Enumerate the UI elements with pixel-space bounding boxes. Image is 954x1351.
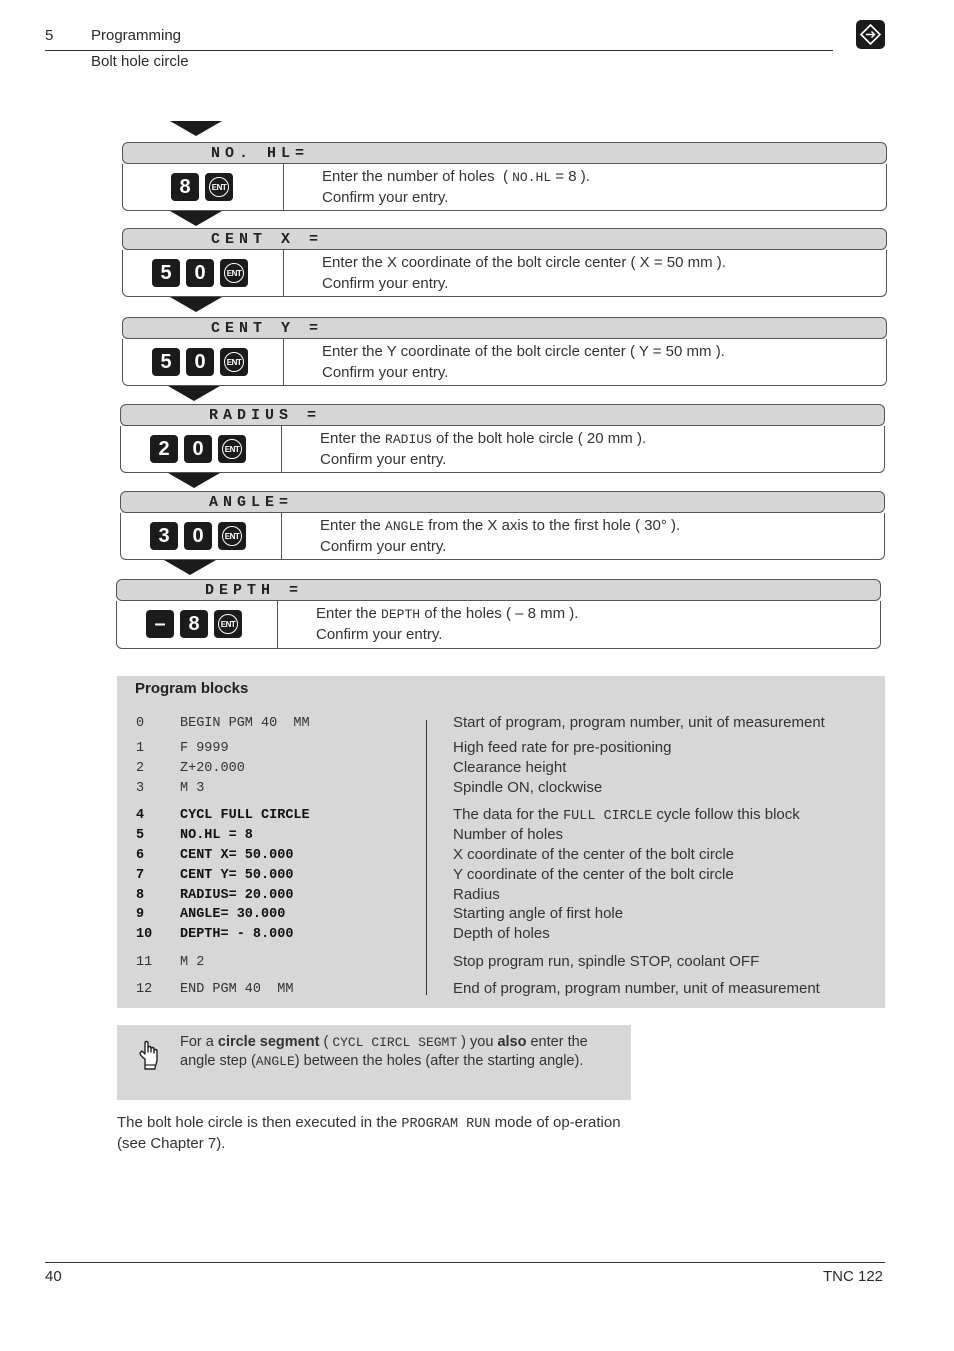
desc-line1-pre: Enter the	[316, 605, 382, 622]
numeric-key: 8	[171, 173, 199, 201]
block-desc-pre: Number of holes	[453, 826, 564, 843]
flow-arrow-icon	[168, 473, 220, 488]
after-t3: mode of op-eration (see Chapter 7).	[117, 1114, 621, 1152]
flow-arrow-icon	[170, 211, 222, 226]
desc-line1-post: = 8 ).	[551, 168, 590, 185]
closing-paragraph	[117, 1113, 637, 1153]
numeric-key: 8	[180, 610, 208, 638]
block-number: 10	[136, 927, 153, 942]
model-name: TNC 122	[823, 1268, 884, 1285]
block-description	[453, 779, 602, 797]
numeric-key: 5	[152, 259, 180, 287]
dialog-prompt-text: RADIUS =	[209, 407, 322, 424]
numeric-key: 0	[184, 522, 212, 550]
step-description-line2: Confirm your entry.	[316, 626, 443, 643]
desc-line1-post: of the bolt hole circle ( 20 mm ).	[431, 430, 647, 447]
block-code: Z+20.000	[180, 761, 245, 776]
dialog-prompt	[120, 491, 885, 513]
step-description-line2: Confirm your entry.	[320, 451, 447, 468]
block-desc-pre: Depth of holes	[453, 925, 550, 942]
block-description	[453, 886, 500, 904]
ent-key-label: ENT	[222, 439, 242, 459]
key-sequence	[150, 435, 246, 463]
block-desc-pre: Start of program, program number, unit of measurement	[453, 714, 825, 731]
dialog-prompt-text: NO. HL=	[211, 145, 310, 162]
desc-line1-pre: Enter the Y coordinate of the bolt circle center ( Y = 50 mm ).	[322, 343, 725, 360]
step-description	[322, 167, 590, 208]
note-t4: CYCL CIRCL SEGMT	[332, 1035, 458, 1050]
block-code: CENT Y= 50.000	[180, 868, 294, 883]
key-sequence	[146, 610, 242, 638]
dialog-step-body	[122, 250, 887, 297]
note-t5: ) you	[457, 1034, 498, 1050]
after-t2: PROGRAM RUN	[401, 1117, 491, 1132]
step-description-line1	[316, 604, 578, 625]
numeric-key: 2	[150, 435, 178, 463]
block-number: 7	[136, 868, 145, 883]
block-description	[453, 846, 734, 864]
step-divider	[283, 164, 284, 210]
dialog-step-body	[122, 339, 887, 386]
ent-key-label: ENT	[224, 263, 244, 283]
after-t1: The bolt hole circle is then executed in the	[117, 1114, 402, 1131]
ent-key-icon	[218, 522, 246, 550]
ent-key-label: ENT	[218, 614, 238, 634]
program-blocks-panel	[117, 676, 885, 1008]
block-code: RADIUS= 20.000	[180, 888, 294, 903]
ent-key-icon	[220, 259, 248, 287]
step-description	[322, 342, 725, 383]
step-description-line2: Confirm your entry.	[322, 364, 449, 381]
flow-arrow-icon	[164, 560, 216, 575]
section-title: Bolt hole circle	[91, 53, 189, 70]
dialog-prompt	[116, 579, 881, 601]
dialog-prompt	[120, 404, 885, 426]
ent-key-icon	[205, 173, 233, 201]
block-code: NO.HL = 8	[180, 828, 253, 843]
dialog-prompt	[122, 142, 887, 164]
block-desc-pre: High feed rate for pre-positioning	[453, 739, 672, 756]
block-number: 2	[136, 761, 145, 776]
key-sequence	[152, 348, 248, 376]
dialog-step-body	[116, 601, 881, 649]
block-desc-pre: Starting angle of first hole	[453, 905, 624, 922]
step-description-line1	[320, 429, 646, 450]
step-description	[322, 253, 726, 294]
block-description	[453, 806, 800, 824]
numeric-key: 3	[150, 522, 178, 550]
block-number: 8	[136, 888, 145, 903]
note-t9: ) between the holes (after the starting angle).	[294, 1053, 584, 1069]
step-description-line1	[322, 167, 590, 188]
note-text	[180, 1033, 620, 1071]
dialog-prompt-text: CENT Y =	[211, 320, 324, 337]
ent-key-label: ENT	[224, 352, 244, 372]
desc-line1-mono: DEPTH	[381, 607, 421, 622]
numeric-key: 0	[186, 348, 214, 376]
step-description	[320, 516, 680, 557]
desc-line1-pre: Enter the X coordinate of the bolt circle center ( X = 50 mm ).	[322, 254, 726, 271]
note-t1: For a	[180, 1034, 218, 1050]
desc-line1-mono: RADIUS	[385, 432, 432, 447]
dialog-step-body	[122, 164, 887, 211]
block-desc-pre: End of program, program number, unit of measurement	[453, 980, 820, 997]
note-t8: ANGLE	[255, 1054, 295, 1069]
block-code: M 2	[180, 955, 205, 970]
block-code: M 3	[180, 781, 205, 796]
desc-line1-pre: Enter the	[320, 517, 386, 534]
footer-rule	[45, 1262, 885, 1263]
block-number: 6	[136, 848, 145, 863]
block-description	[453, 759, 566, 777]
dialog-prompt-text: CENT X =	[211, 231, 324, 248]
block-number: 1	[136, 741, 145, 756]
step-divider	[283, 250, 284, 296]
step-description-line2: Confirm your entry.	[322, 275, 449, 292]
block-number: 9	[136, 907, 145, 922]
block-code: BEGIN PGM 40 MM	[180, 716, 310, 731]
ent-key-icon	[214, 610, 242, 638]
block-desc-post: cycle follow this block	[652, 806, 800, 823]
programming-mode-icon	[856, 20, 885, 49]
block-description	[453, 905, 623, 923]
ent-key-label: ENT	[222, 526, 242, 546]
chapter-number: 5	[45, 27, 54, 44]
ent-key-icon	[220, 348, 248, 376]
block-number: 4	[136, 808, 145, 823]
note-t2: circle segment	[217, 1034, 320, 1050]
dialog-step-body	[120, 426, 885, 473]
block-code: CYCL FULL CIRCLE	[180, 808, 310, 823]
dialog-prompt	[122, 317, 887, 339]
column-divider	[426, 720, 427, 995]
step-description-line1	[320, 516, 680, 537]
block-number: 11	[136, 955, 153, 970]
numeric-key: 0	[184, 435, 212, 463]
numeric-key: 0	[186, 259, 214, 287]
chapter-title: Programming	[91, 27, 182, 44]
step-divider	[277, 601, 278, 648]
step-description-line1	[322, 342, 725, 363]
note-t7: enter the angle step (	[180, 1034, 588, 1069]
block-description	[453, 980, 820, 998]
note-t3: (	[319, 1034, 333, 1050]
block-desc-pre: Radius	[453, 886, 500, 903]
block-desc-pre: Stop program run, spindle STOP, coolant OFF	[453, 953, 760, 970]
key-sequence	[171, 173, 233, 201]
block-code: F 9999	[180, 741, 229, 756]
dialog-prompt-text: ANGLE=	[209, 494, 294, 511]
block-desc-pre: Clearance height	[453, 759, 567, 776]
step-divider	[283, 339, 284, 385]
block-code: ANGLE= 30.000	[180, 907, 286, 922]
block-desc-pre: Spindle ON, clockwise	[453, 779, 603, 796]
block-desc-pre: Y coordinate of the center of the bolt circle	[453, 866, 734, 883]
numeric-key: 5	[152, 348, 180, 376]
block-number: 12	[136, 982, 153, 997]
desc-line1-pre: Enter the	[320, 430, 386, 447]
desc-line1-post: from the X axis to the first hole ( 30° ).	[424, 517, 681, 534]
block-description	[453, 925, 550, 943]
block-code: CENT X= 50.000	[180, 848, 294, 863]
key-sequence	[152, 259, 248, 287]
header-rule	[45, 50, 833, 51]
block-desc-pre: The data for the	[453, 806, 564, 823]
numeric-key: –	[146, 610, 174, 638]
block-description	[453, 953, 759, 971]
page-number: 40	[45, 1268, 62, 1285]
desc-line1-pre: Enter the number of holes (	[322, 168, 513, 185]
step-description	[316, 604, 578, 645]
step-description-line2: Confirm your entry.	[320, 538, 447, 555]
note-t6: also	[497, 1034, 527, 1050]
block-code: END PGM 40 MM	[180, 982, 294, 997]
flow-arrow-icon	[170, 121, 222, 136]
flow-arrow-icon	[170, 297, 222, 312]
dialog-prompt	[122, 228, 887, 250]
step-description-line1	[322, 253, 726, 274]
desc-line1-mono: NO.HL	[512, 170, 552, 185]
program-blocks-title: Program blocks	[135, 680, 249, 697]
block-desc-mono: FULL CIRCLE	[563, 809, 653, 824]
note-box	[117, 1025, 631, 1100]
block-description	[453, 714, 825, 732]
key-sequence	[150, 522, 246, 550]
flow-arrow-icon	[168, 386, 220, 401]
dialog-step-body	[120, 513, 885, 560]
step-description-line2: Confirm your entry.	[322, 189, 449, 206]
block-description	[453, 826, 563, 844]
block-desc-pre: X coordinate of the center of the bolt circle	[453, 846, 734, 863]
step-description	[320, 429, 646, 470]
step-divider	[281, 513, 282, 559]
pointing-hand-icon	[137, 1039, 163, 1076]
ent-key-icon	[218, 435, 246, 463]
desc-line1-mono: ANGLE	[385, 519, 425, 534]
block-description	[453, 739, 671, 757]
block-number: 5	[136, 828, 145, 843]
ent-key-label: ENT	[209, 177, 229, 197]
block-number: 3	[136, 781, 145, 796]
desc-line1-post: of the holes ( – 8 mm ).	[420, 605, 579, 622]
step-divider	[281, 426, 282, 472]
block-code: DEPTH= - 8.000	[180, 927, 294, 942]
dialog-prompt-text: DEPTH =	[205, 582, 304, 599]
block-description	[453, 866, 734, 884]
block-number: 0	[136, 716, 145, 731]
